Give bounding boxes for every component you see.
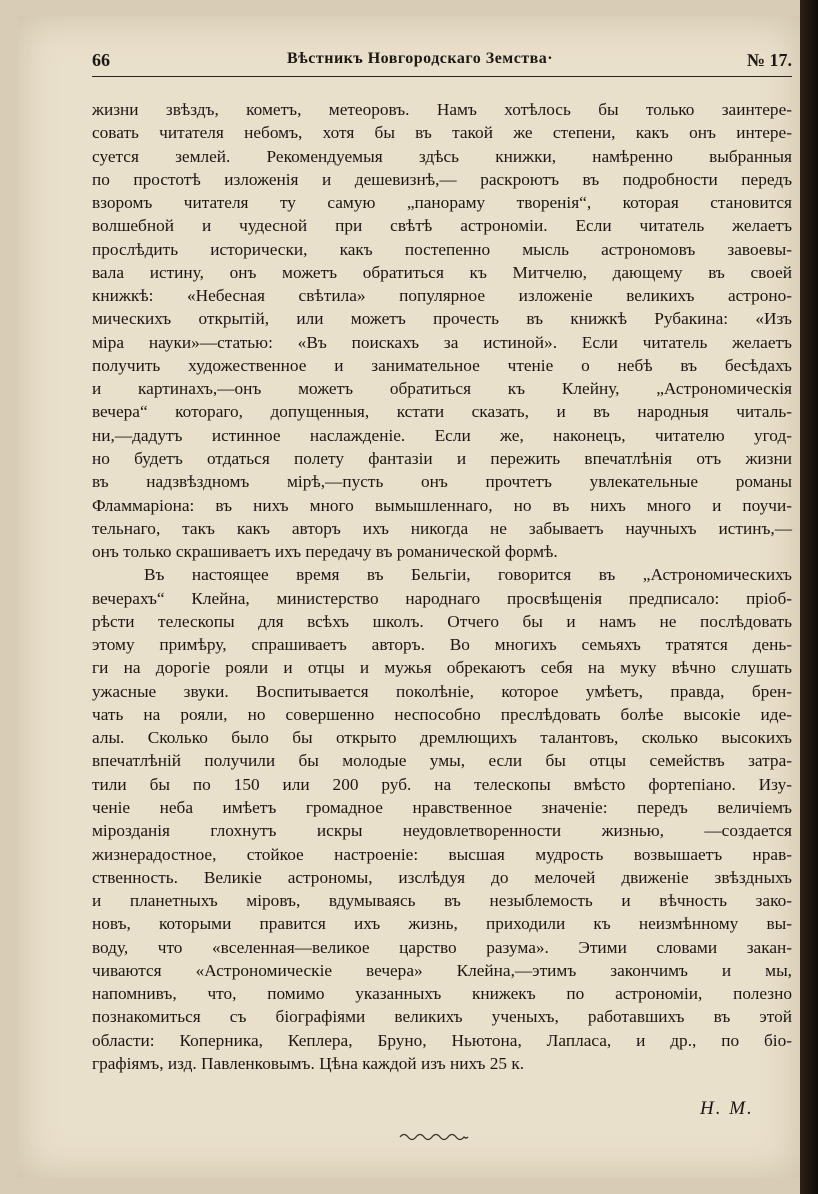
running-title: Вѣстникъ Новгородскаго Земства· — [287, 50, 554, 67]
text-line: познакомиться съ біографіями великихъ ученыхъ, работавшихъ въ этой — [92, 1007, 792, 1027]
header-rule — [92, 76, 792, 77]
text-line: въ надзвѣздномъ мірѣ,—пусть онъ прочтетъ увлекательные романы — [92, 472, 792, 492]
book-edge — [800, 0, 818, 1194]
text-line: мическихъ открытій, или можетъ прочесть въ книжкѣ Рубакина: «Изъ — [92, 309, 792, 329]
text-line: чиваются «Астрономическіе вечера» Клейна,—этимъ закончимъ и мы, — [92, 960, 792, 980]
text-line: книжкѣ: «Небесная свѣтила» популярное изложеніе великихъ астроно- — [92, 286, 792, 306]
text-line: суется землей. Рекомендуемыя здѣсь книжки, намѣренно выбранныя — [92, 146, 792, 166]
text-line: міра науки»—статью: «Въ поискахъ за истиной». Если читатель желаетъ — [92, 332, 792, 352]
text-line: ужасные звуки. Воспитывается поколѣніе, которое умѣетъ, правда, брен- — [92, 681, 792, 701]
text-line: жизни звѣздъ, кометъ, метеоровъ. Намъ хотѣлось бы только заинтере- — [92, 100, 792, 119]
text-line: волшебной и чудесной при свѣтѣ астрономіи. Если читатель желаетъ — [92, 216, 792, 236]
running-header — [92, 50, 792, 76]
text-line: графіямъ, изд. Павленковымъ. Цѣна каждой изъ нихъ 25 к. — [92, 1053, 525, 1073]
text-line: и картинахъ,—онъ можетъ обратиться къ Клейну, „Астрономическія — [92, 379, 792, 399]
text-line: совать читателя небомъ, хотя бы въ такой же степени, какъ онъ интере- — [92, 123, 792, 143]
text-line: ственность. Великіе астрономы, изслѣдуя до мелочей движеніе звѣздныхъ — [92, 867, 792, 887]
article-body — [92, 98, 792, 1075]
text-line: Фламмаріона: въ нихъ много вымышленнаго, но въ нихъ много и поучи- — [92, 495, 792, 515]
text-line: вечера“ котораго, допущенныя, кстати сказать, и въ народныя читаль- — [92, 402, 792, 422]
text-line: и планетныхъ міровъ, вдумываясь въ незыблемость и вѣчность зако- — [92, 891, 792, 911]
text-line: новъ, которыми правится ихъ жизнь, приходили къ неизмѣнному вы- — [92, 914, 792, 934]
text-line: тили бы по 150 или 200 руб. на телескопы вмѣсто фортепіано. Изу- — [92, 774, 792, 794]
issue-number: № 17. — [746, 50, 792, 70]
text-line: но будетъ отдаться полету фантазіи и пережить впечатлѣнія отъ жизни — [92, 448, 792, 468]
text-line: напомнивъ, что, помимо указанныхъ книжекъ по астрономіи, полезно — [92, 984, 792, 1004]
text-line: ченіе неба имѣетъ громадное нравственное значеніе: передъ величіемъ — [92, 797, 792, 817]
text-line: по простотѣ изложенія и дешевизнѣ,— раскроютъ въ подробности передъ — [92, 169, 792, 189]
text-line: этому примѣру, спрашиваетъ авторъ. Во многихъ семьяхъ тратятся день- — [92, 635, 792, 655]
text-line: прослѣдить исторически, какъ постепенно мысль астрономовъ завоевы- — [92, 239, 792, 259]
text-line: рѣсти телескопы для всѣхъ школъ. Отчего бы и намъ не послѣдовать — [92, 611, 792, 631]
text-line: жизнерадостное, стойкое настроеніе: высшая мудрость возвышаетъ нрав- — [92, 844, 792, 864]
text-line: онъ только скрашиваетъ ихъ передачу въ романической формѣ. — [92, 542, 558, 562]
closing-ornament — [398, 1130, 470, 1144]
text-line: тельнаго, такъ какъ авторъ ихъ никогда не забываетъ научныхъ истинъ,— — [92, 518, 792, 538]
author-signature: Н. М. — [700, 1098, 754, 1119]
text-line: чать на рояли, но совершенно неспособно преслѣдовать болѣе высокіе иде- — [92, 704, 792, 724]
text-line: воду, что «вселенная—великое царство разума». Этими словами закан- — [92, 937, 792, 957]
text-line: вечерахъ“ Клейна, министерство народнаго просвѣщенія предписало: пріоб- — [92, 588, 792, 608]
text-line: алы. Сколько было бы открыто дремлющихъ талантовъ, сколько высокихъ — [92, 728, 792, 748]
text-line: вала истину, онъ можетъ обратиться къ Митчелю, дающему въ своей — [92, 262, 792, 282]
text-line: мірозданія глохнутъ искры неудовлетворенности жизнью, —создается — [92, 821, 792, 841]
text-line: взоромъ читателя ту самую „панораму творенія“, которая становится — [92, 193, 792, 213]
text-line: ни,—дадутъ истинное наслажденіе. Если же, наконецъ, читателю угод- — [92, 425, 792, 445]
text-line: получить художественное и занимательное чтеніе о небѣ въ бесѣдахъ — [92, 355, 792, 375]
text-line: ги на дорогіе рояли и отцы и мужья обрекаютъ себя на муку вѣчно слушать — [92, 658, 792, 678]
text-line: области: Коперника, Кеплера, Бруно, Ньютона, Лапласа, и др., по біо- — [92, 1030, 792, 1050]
text-line: впечатлѣній получили бы молодые умы, если бы отцы семействъ затра- — [92, 751, 792, 771]
page-number: 66 — [92, 50, 110, 70]
text-line: Въ настоящее время въ Бельгіи, говорится въ „Астрономическихъ — [144, 565, 792, 585]
